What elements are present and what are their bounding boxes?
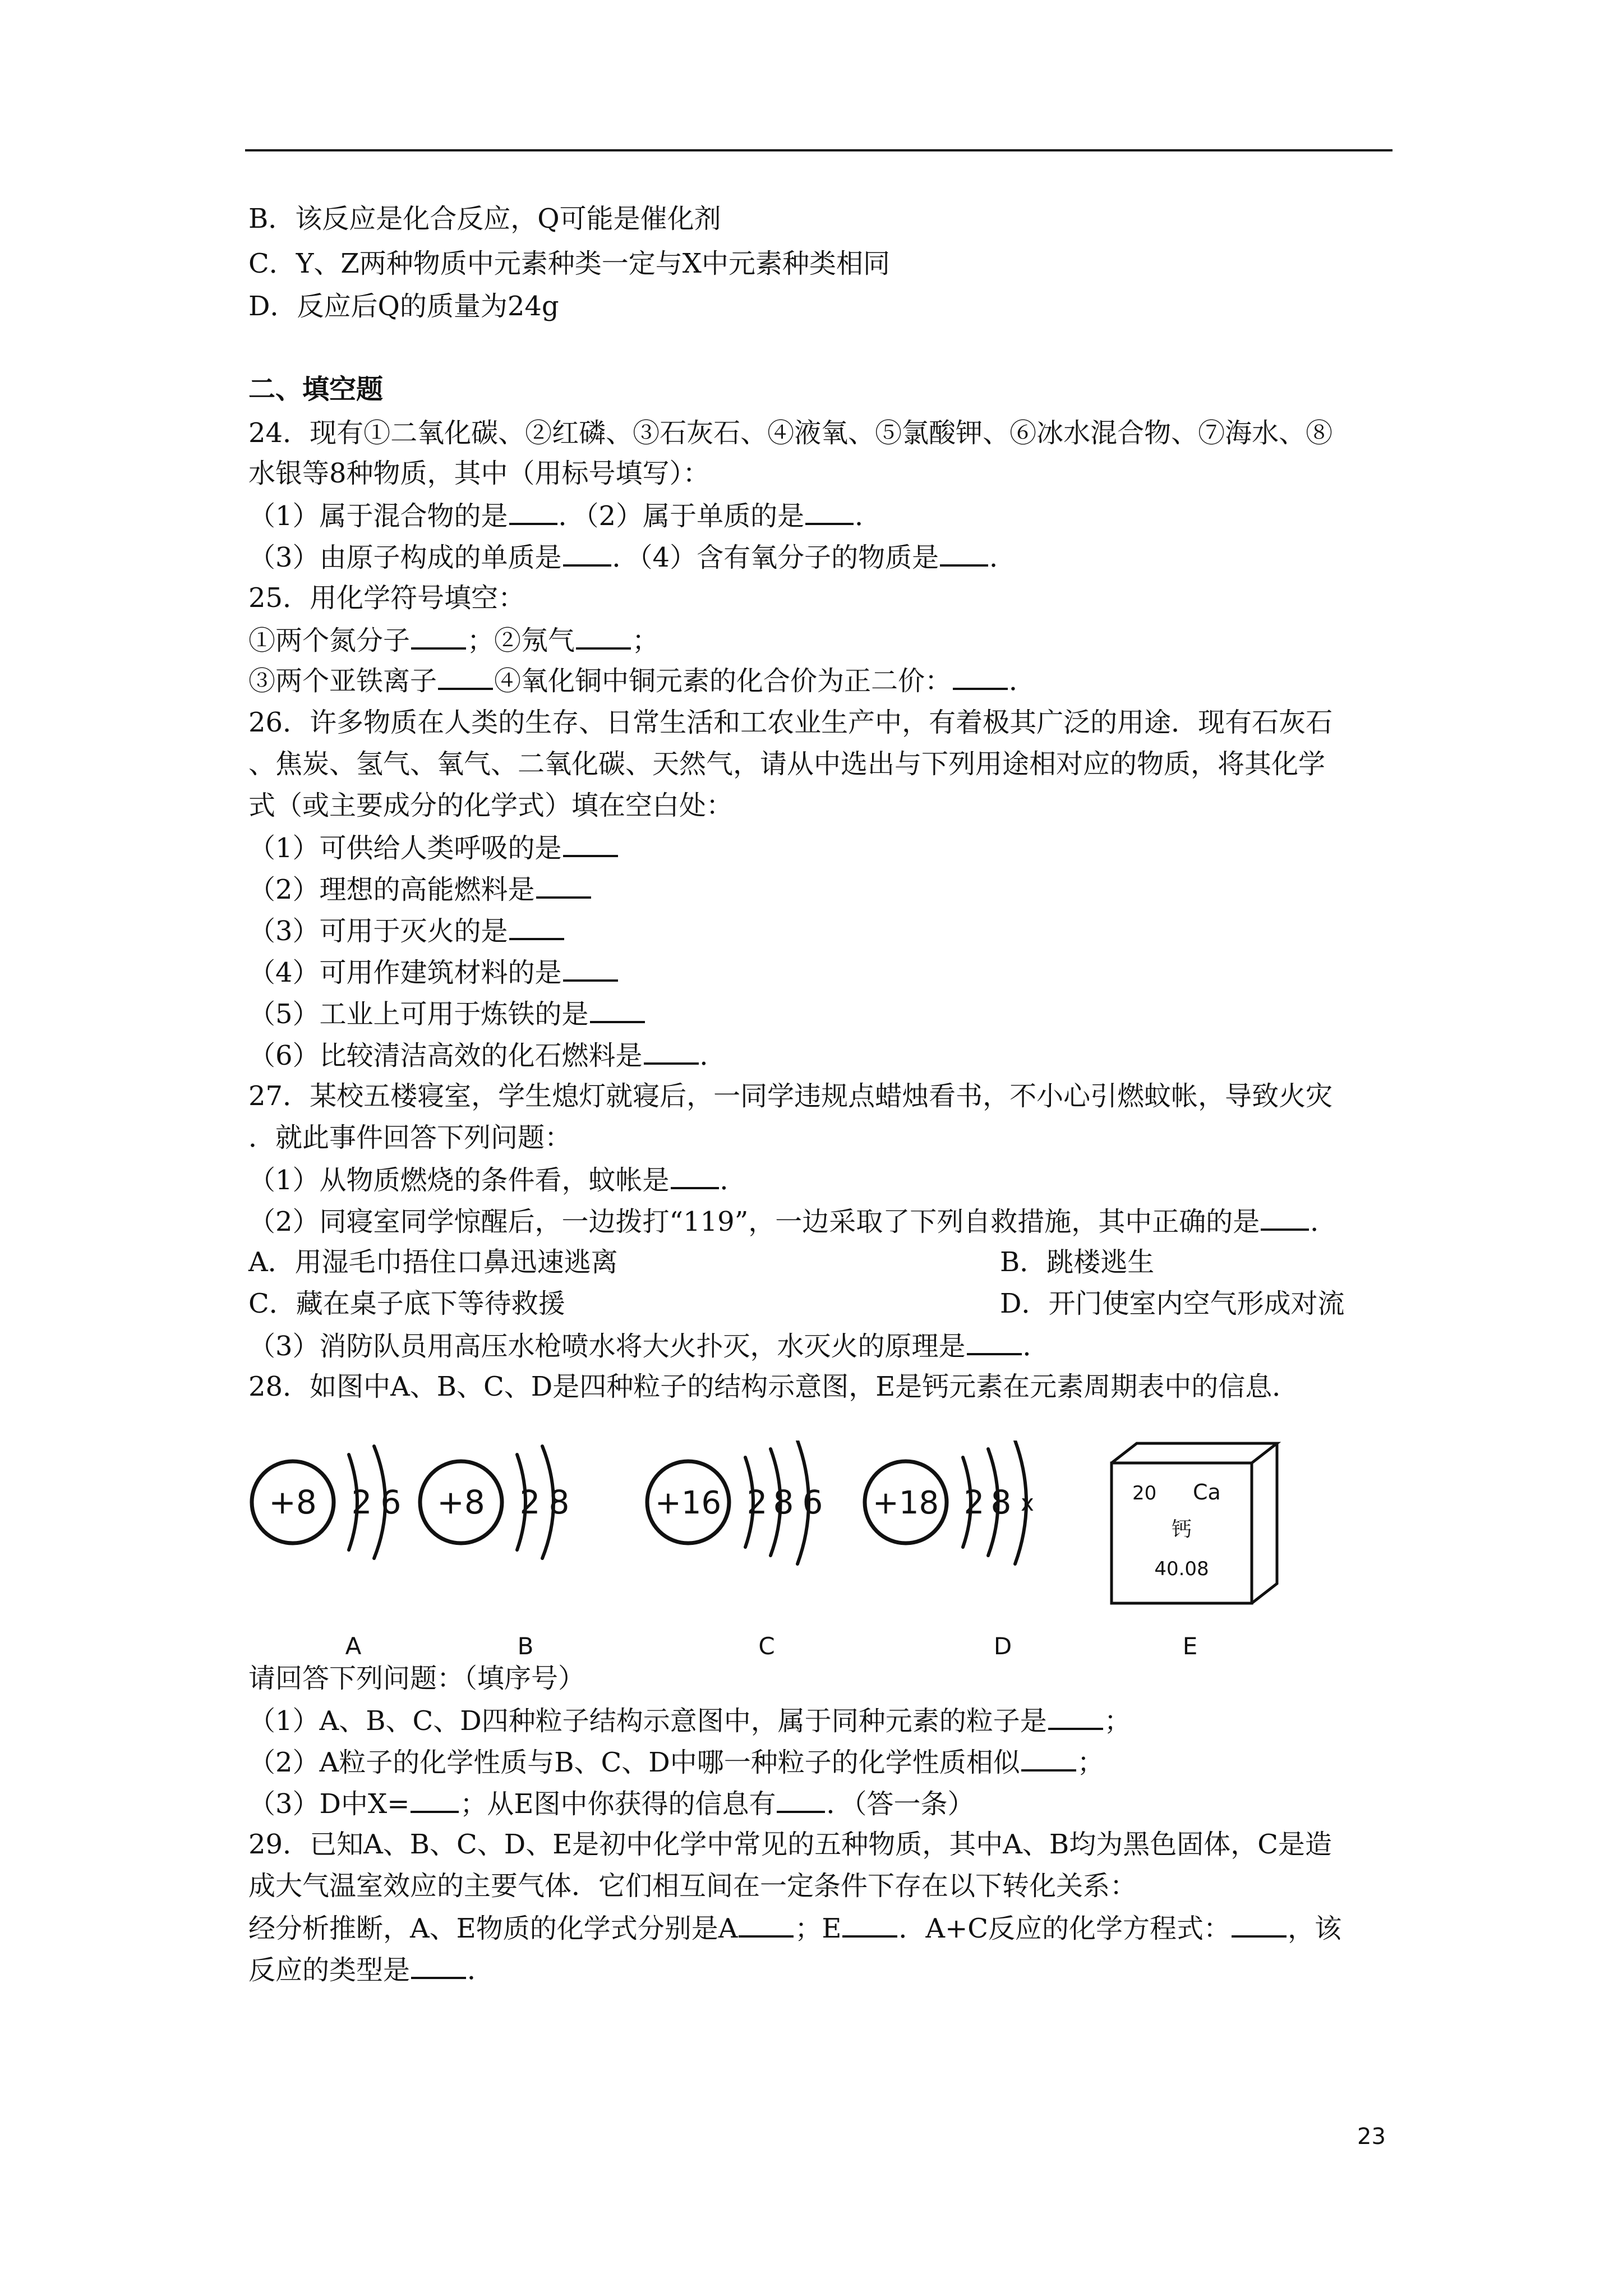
q26-part-3 xyxy=(248,913,565,947)
answer-blank[interactable] xyxy=(509,913,564,940)
text: 27．某校五楼寝室，学生熄灯就寝后，一同学违规点蜡烛看书，不小心引燃蚊帐，导致火灾 xyxy=(248,1080,1333,1112)
atom-diagram-a xyxy=(252,1446,401,1558)
option-b: B．跳楼逃生 xyxy=(1000,1246,1155,1278)
option-a: A．用湿毛巾捂住口鼻迅速逃离 xyxy=(248,1246,618,1278)
atom-diagram-c xyxy=(647,1441,823,1564)
text: （2）A粒子的化学性质与B、C、D中哪一种粒子的化学性质相似 xyxy=(248,1747,1020,1778)
figure-label-b: B xyxy=(517,1632,534,1660)
q26-stem xyxy=(248,706,1332,739)
q27-part-3 xyxy=(248,1328,1050,1362)
shell-electrons: 8 xyxy=(548,1483,570,1521)
text: ．（答一条） xyxy=(826,1788,975,1820)
answer-blank[interactable] xyxy=(509,498,557,525)
text: ①两个氮分子 xyxy=(248,625,411,656)
text: D．反应后Q的质量为24g xyxy=(248,291,559,322)
q26-stem-cont xyxy=(248,747,1325,781)
q24-part-1-2 xyxy=(248,498,882,532)
text: ．（2）属于单质的是 xyxy=(558,500,805,532)
answer-blank[interactable] xyxy=(1021,1745,1076,1772)
q29-stem-cont xyxy=(248,1869,1137,1903)
q24-stem xyxy=(248,416,1332,450)
answer-blank[interactable] xyxy=(563,540,611,567)
option-d: D．开门使室内空气形成对流 xyxy=(1000,1288,1345,1319)
text: （2）理想的高能燃料是 xyxy=(248,874,535,905)
periodic-table-cell xyxy=(1112,1443,1277,1603)
answer-blank[interactable] xyxy=(1048,1703,1103,1730)
text: ．A+C反应的化学方程式： xyxy=(898,1913,1231,1944)
answer-blank[interactable] xyxy=(438,663,493,690)
text: （6）比较清洁高效的化石燃料是 xyxy=(248,1040,643,1071)
text: ． xyxy=(467,1954,495,1986)
q25-part-1-2 xyxy=(248,623,659,656)
answer-blank[interactable] xyxy=(967,1328,1022,1355)
text: 水银等8种物质，其中（用标号填写）： xyxy=(248,458,710,489)
text: （3）消防队员用高压水枪喷水将大火扑灭，水灭火的原理是 xyxy=(248,1331,966,1362)
answer-blank[interactable] xyxy=(590,996,645,1023)
text: （4）可用作建筑材料的是 xyxy=(248,957,562,988)
q27-stem xyxy=(248,1079,1332,1113)
q25-stem xyxy=(248,581,525,615)
element-symbol: Ca xyxy=(1193,1480,1221,1504)
q26-part-6 xyxy=(248,1038,727,1071)
text: ；从E图中你获得的信息有 xyxy=(460,1788,776,1820)
q27-options-cd xyxy=(248,1287,1393,1320)
answer-blank[interactable] xyxy=(563,955,618,982)
text: ． xyxy=(989,542,1017,573)
q26-part-4 xyxy=(248,955,619,988)
answer-blank[interactable] xyxy=(671,1162,719,1189)
q27-part-2 xyxy=(248,1204,1337,1237)
answer-blank[interactable] xyxy=(739,1911,794,1938)
atom-diagram-b xyxy=(420,1446,569,1558)
q25-part-3-4 xyxy=(248,663,1036,697)
q28-part-2 xyxy=(248,1745,1104,1778)
q26-part-5 xyxy=(248,996,646,1030)
nucleus-charge: +18 xyxy=(872,1485,939,1521)
text: ④氧化铜中铜元素的化合价为正二价： xyxy=(494,665,952,697)
text: B．该反应是化合反应，Q可能是催化剂 xyxy=(248,203,721,234)
text: （3）D中X= xyxy=(248,1788,410,1820)
q29-answers-cont xyxy=(248,1952,494,1986)
text: ． xyxy=(1022,1331,1050,1362)
q27-part-1 xyxy=(248,1162,747,1196)
shell-electrons: 6 xyxy=(380,1483,402,1521)
q28-stem xyxy=(248,1370,1299,1404)
text: 26．许多物质在人类的生存、日常生活和工农业生产中，有着极其广泛的用途．现有石灰石 xyxy=(248,707,1333,738)
q29-stem xyxy=(248,1828,1332,1861)
text: （3）可用于灭火的是 xyxy=(248,915,508,947)
text: （1）可供给人类呼吸的是 xyxy=(248,832,562,864)
q27-stem-cont xyxy=(248,1121,571,1154)
answer-blank[interactable] xyxy=(842,1911,897,1938)
answer-blank[interactable] xyxy=(536,872,591,899)
shell-electrons: 8 xyxy=(773,1483,794,1521)
header-rule xyxy=(245,149,1393,151)
text: ． xyxy=(699,1040,727,1071)
q26-part-2 xyxy=(248,872,592,905)
atom-diagram-d xyxy=(865,1441,1034,1564)
option-c xyxy=(248,247,890,280)
section-heading xyxy=(248,372,383,406)
text: （3）由原子构成的单质是 xyxy=(248,542,562,573)
text: ． xyxy=(1310,1206,1338,1237)
text: ；E xyxy=(795,1913,842,1944)
atomic-mass: 40.08 xyxy=(1154,1558,1209,1580)
nucleus-charge: +16 xyxy=(654,1485,722,1521)
q24-stem-cont xyxy=(248,457,710,490)
answer-blank[interactable] xyxy=(576,623,631,650)
text: 成大气温室效应的主要气体．它们相互间在一定条件下存在以下转化关系： xyxy=(248,1870,1137,1902)
answer-blank[interactable] xyxy=(777,1786,825,1813)
shell-electrons: 2 xyxy=(519,1483,541,1521)
option-b xyxy=(248,202,721,236)
q28-part-1 xyxy=(248,1703,1131,1737)
text: ； xyxy=(1077,1747,1104,1778)
text: （1）属于混合物的是 xyxy=(248,500,508,532)
text: 请回答下列问题：（填序号） xyxy=(248,1663,585,1694)
q24-part-3-4 xyxy=(248,540,1016,573)
text: 29．已知A、B、C、D、E是初中化学中常见的五种物质，其中A、B均为黑色固体，C是造 xyxy=(248,1829,1332,1860)
figure-label-d: D xyxy=(993,1632,1012,1660)
option-c: C．藏在桌子底下等待救援 xyxy=(248,1288,565,1319)
shell-electrons: 6 xyxy=(802,1483,823,1521)
text: 、焦炭、氢气、氧气、二氧化碳、天然气，请从中选出与下列用途相对应的物质，将其化学 xyxy=(248,748,1326,780)
answer-blank[interactable] xyxy=(644,1038,699,1065)
q29-answers xyxy=(248,1911,1341,1944)
text: ． xyxy=(855,500,882,532)
answer-blank[interactable] xyxy=(940,540,988,567)
text: ． xyxy=(720,1165,747,1196)
text: ．（4）含有氧分子的物质是 xyxy=(612,542,939,573)
text: 反应的类型是 xyxy=(248,1954,411,1986)
answer-blank[interactable] xyxy=(411,1952,466,1979)
text: （1）从物质燃烧的条件看，蚊帐是 xyxy=(248,1165,670,1196)
answer-blank[interactable] xyxy=(411,1786,459,1813)
text: 经分析推断，A、E物质的化学式分别是A xyxy=(248,1913,738,1944)
figure-label-e: E xyxy=(1182,1632,1198,1660)
q27-options-ab xyxy=(248,1245,1393,1279)
figure-label-a: A xyxy=(345,1632,362,1660)
element-name: 钙 xyxy=(1171,1518,1192,1541)
q28-part-3 xyxy=(248,1786,974,1820)
shell-electrons: 8 xyxy=(990,1483,1012,1521)
text: 24．现有①二氧化碳、②红磷、③石灰石、④液氧、⑤氯酸钾、⑥冰水混合物、⑦海水、⑧ xyxy=(248,417,1333,449)
text: ． xyxy=(1009,665,1036,697)
text: C．Y、Z两种物质中元素种类一定与X中元素种类相同 xyxy=(248,248,890,279)
atomic-number: 20 xyxy=(1132,1482,1157,1504)
text: ； xyxy=(632,625,660,656)
text: ③两个亚铁离子 xyxy=(248,665,437,697)
shell-electrons: 2 xyxy=(746,1483,768,1521)
answer-blank[interactable] xyxy=(411,623,466,650)
page-number: 23 xyxy=(1357,2124,1386,2150)
text: ，该 xyxy=(1288,1913,1342,1944)
answer-blank[interactable] xyxy=(563,830,618,857)
answer-blank[interactable] xyxy=(1261,1204,1309,1231)
shell-electrons: 2 xyxy=(351,1483,372,1521)
text: ； xyxy=(1104,1705,1131,1737)
text: （1）A、B、C、D四种粒子结构示意图中，属于同种元素的粒子是 xyxy=(248,1705,1047,1737)
text: ．就此事件回答下列问题： xyxy=(248,1122,572,1153)
text: 式（或主要成分的化学式）填在空白处： xyxy=(248,790,734,821)
option-d xyxy=(248,289,559,323)
nucleus-charge: +8 xyxy=(437,1483,485,1521)
text: （5）工业上可用于炼铁的是 xyxy=(248,999,589,1030)
answer-blank[interactable] xyxy=(953,663,1008,690)
q28-instruction xyxy=(248,1662,585,1695)
text: ；②氖气 xyxy=(467,625,575,656)
answer-blank[interactable] xyxy=(805,498,854,525)
nucleus-charge: +8 xyxy=(269,1483,317,1521)
text: （2）同寝室同学惊醒后，一边拨打“119”，一边采取了下列自救措施，其中正确的是 xyxy=(248,1206,1260,1237)
shell-electrons: 2 xyxy=(963,1483,985,1521)
text: 25．用化学符号填空： xyxy=(248,582,525,614)
text: 二、填空题 xyxy=(248,374,384,405)
unknown-electrons: x xyxy=(1021,1490,1034,1516)
q26-part-1 xyxy=(248,830,619,864)
answer-blank[interactable] xyxy=(1232,1911,1287,1938)
text: 28．如图中A、B、C、D是四种粒子的结构示意图，E是钙元素在元素周期表中的信息． xyxy=(248,1371,1299,1402)
q26-stem-cont xyxy=(248,789,733,822)
figure-label-c: C xyxy=(758,1632,775,1660)
